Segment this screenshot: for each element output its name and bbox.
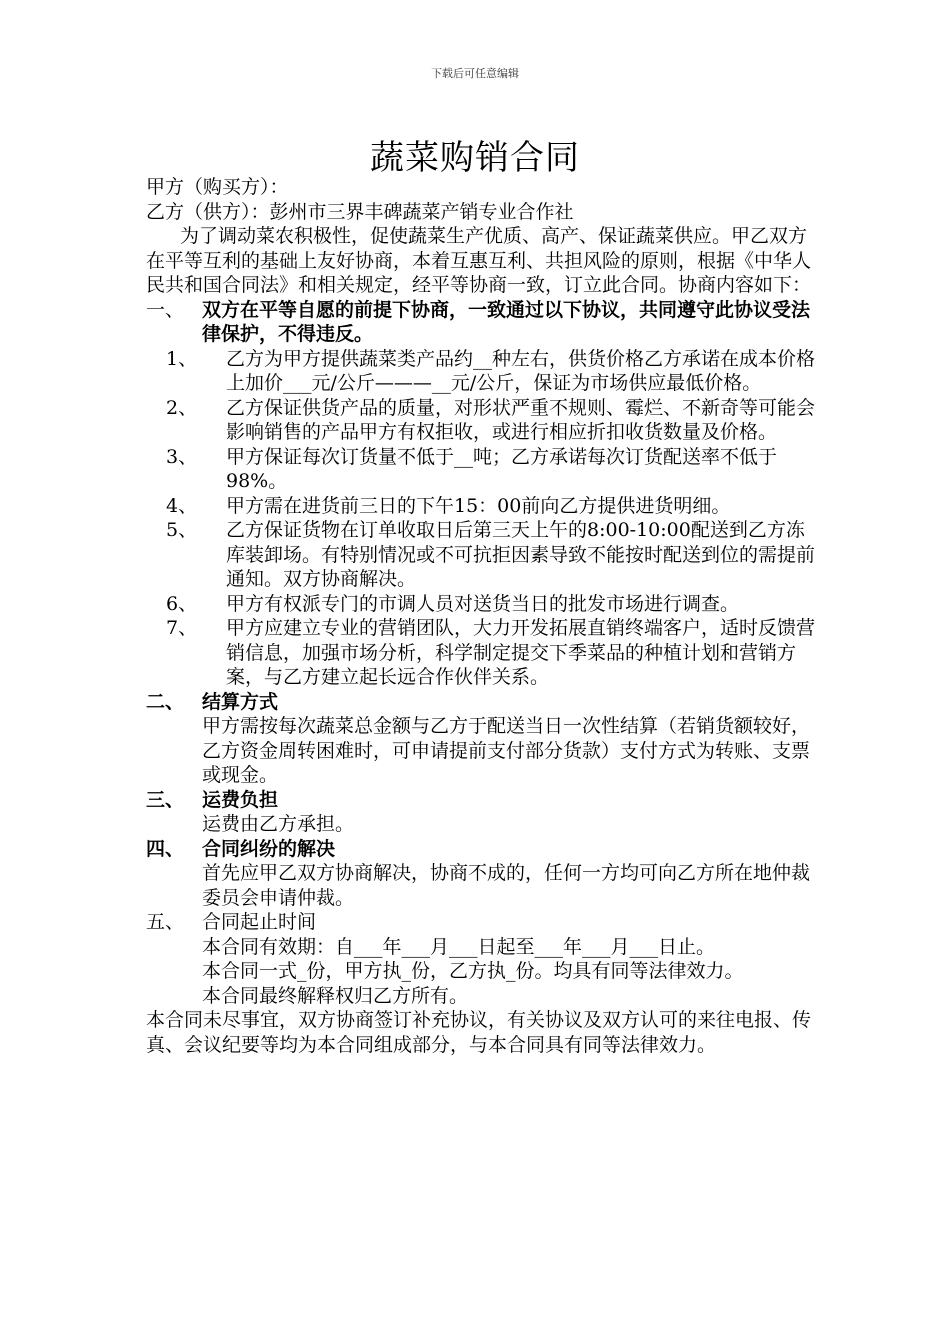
section-5: [146, 910, 816, 935]
item-number: 5、: [166, 519, 198, 541]
list-item: [146, 616, 816, 690]
item-text: 甲方应建立专业的营销团队，大力开发拓展直销终端客户，适时反馈营销信息，加强市场分析，科学制定提交下季菜品的种植计划和营销方案，与乙方建立起长远合作伙伴关系。: [226, 617, 816, 688]
list-item: [146, 518, 816, 592]
item-text: 甲方有权派专门的市调人员对送货当日的批发市场进行调查。: [226, 592, 740, 615]
item-text: 甲方需在进货前三日的下午15：00前向乙方提供进货明细。: [226, 494, 731, 517]
section-title: 双方在平等自愿的前提下协商，一致通过以下协议，共同遵守此协议受法律保护，不得违反。: [202, 298, 811, 345]
section-body-validity: 本合同有效期：自___年___月___日起至___年___月___日止。: [202, 935, 716, 958]
preamble: 为了调动菜农积极性，促使蔬菜生产优质、高产、保证蔬菜供应。甲乙双方在平等互利的基础上友好协商，本着互惠互利、共担风险的原则，根据《中华人民共和国合同法》和相关规定，经平等协商一致，订立此合同。协商内容如下：: [146, 225, 812, 296]
section-body: 首先应甲乙双方协商解决，协商不成的，任何一方均可向乙方所在地仲裁委员会申请仲裁。: [202, 862, 811, 909]
list-item: [146, 494, 816, 519]
item-text: 乙方保证货物在订单收取日后第三天上午的8:00-10:00配送到乙方冻库装卸场。有特别情况或不可抗拒因素导致不能按时配送到位的需提前通知。双方协商解决。: [226, 519, 816, 590]
document-title: 蔬菜购销合同: [370, 138, 580, 178]
item-number: 4、: [166, 494, 198, 517]
item-number: 1、: [166, 347, 198, 370]
section-number: 二、: [146, 690, 185, 713]
section-3: [146, 788, 816, 813]
section-number: 五、: [146, 911, 185, 933]
section-body-copies: 本合同一式_份，甲方执_份，乙方执_份。均具有同等法律效力。: [202, 960, 744, 982]
item-number: 3、: [166, 445, 198, 468]
list-item: [146, 592, 816, 617]
party-a: 甲方（购买方）：: [146, 176, 289, 198]
header-note: 下载后可任意编辑: [431, 67, 519, 80]
section-4: [146, 837, 816, 862]
contract-body: [146, 175, 816, 1057]
section-1: [146, 298, 816, 347]
item-number: 7、: [166, 617, 198, 639]
section-title: 结算方式: [202, 690, 279, 713]
section-number: 四、: [146, 837, 185, 860]
section-title: 运费负担: [202, 788, 279, 811]
item-text: 乙方保证供货产品的质量，对形状严重不规则、霉烂、不新奇等可能会影响销售的产品甲方有权拒收，或进行相应折扣收货数量及价格。: [226, 396, 816, 443]
section-body: 甲方需按每次蔬菜总金额与乙方于配送当日一次性结算（若销货额较好，乙方资金周转困难时，可申请提前支付部分货款）支付方式为转账、支票或现金。: [202, 715, 811, 786]
section-title: 合同起止时间: [202, 911, 317, 933]
item-number: 6、: [166, 592, 198, 615]
section-number: 一、: [146, 298, 185, 321]
item-text: 甲方保证每次订货量不低于__吨；乙方承诺每次订货配送率不低于98%。: [226, 445, 778, 492]
section-body-interpretation: 本合同最终解释权归乙方所有。: [202, 984, 469, 1007]
list-item: [146, 396, 816, 445]
list-item: [146, 347, 816, 396]
section-2: [146, 690, 816, 715]
item-text: 乙方为甲方提供蔬菜类产品约__种左右，供货价格乙方承诺在成本价格上加价___元/公斤———__元/公斤，保证为市场供应最低价格。: [226, 347, 816, 394]
list-item: [146, 445, 816, 494]
section-title: 合同纠纷的解决: [202, 837, 336, 860]
party-b: 乙方（供方）：彭州市三界丰碑蔬菜产销专业合作社: [146, 200, 574, 223]
section-body: 运费由乙方承担。: [202, 813, 355, 835]
closing-paragraph: 本合同未尽事宜，双方协商签订补充协议，有关协议及双方认可的来往电报、传真、会议纪要等均为本合同组成部分，与本合同具有同等法律效力。: [146, 1009, 812, 1056]
item-number: 2、: [166, 396, 198, 419]
section-number: 三、: [146, 788, 185, 811]
